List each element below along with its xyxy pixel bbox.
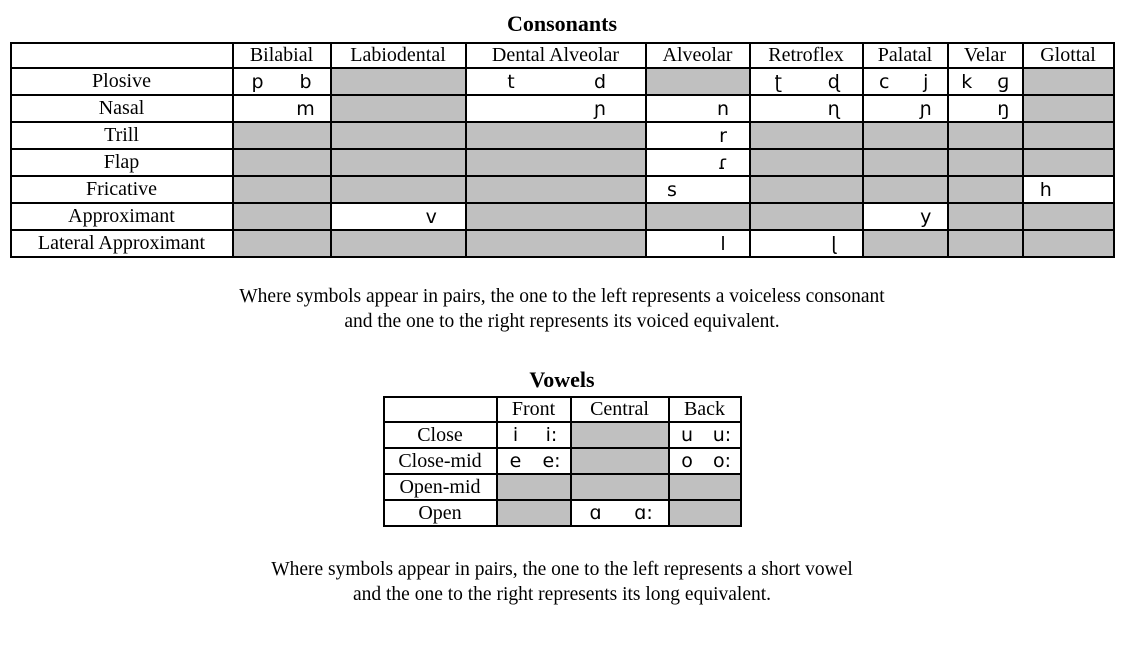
shaded-cell (948, 149, 1023, 176)
table-row (11, 122, 1114, 149)
shaded-cell (466, 176, 646, 203)
symbol-cell (750, 95, 863, 122)
voiced-symbol: b (299, 70, 312, 93)
column-header: Dental Alveolar (466, 43, 646, 68)
note-line: Where symbols appear in pairs, the one to the left represents a short vowel (271, 559, 853, 580)
symbol-cell (233, 95, 331, 122)
symbol-cell (571, 500, 669, 526)
column-header: Retroflex (750, 43, 863, 68)
shaded-cell (571, 422, 669, 448)
voiced-symbol: d (593, 70, 607, 93)
shaded-cell (750, 176, 863, 203)
long-vowel-symbol: e: (542, 450, 561, 472)
symbol-cell (233, 68, 331, 95)
table-row (384, 474, 741, 500)
short-vowel-symbol: ɑ (589, 502, 602, 524)
row-label: Nasal (11, 95, 233, 122)
shaded-cell (466, 122, 646, 149)
shaded-cell (466, 203, 646, 230)
column-header: Alveolar (646, 43, 750, 68)
shaded-cell (669, 474, 741, 500)
symbol-cell (750, 68, 863, 95)
voiceless-symbol: h (1039, 178, 1052, 201)
consonants-title: Consonants (506, 11, 618, 36)
column-header: Central (571, 397, 669, 422)
header-row (11, 43, 1114, 68)
table-row (11, 95, 1114, 122)
column-header: Glottal (1023, 43, 1114, 68)
short-vowel-symbol: o (681, 450, 693, 472)
row-label: Fricative (11, 176, 233, 203)
shaded-cell (331, 176, 466, 203)
table-row (384, 500, 741, 526)
short-vowel-symbol: e (509, 450, 522, 472)
voiced-symbol: ɡ (997, 70, 1010, 93)
row-label: Lateral Approximant (11, 230, 233, 257)
symbol-cell (750, 230, 863, 257)
shaded-cell (571, 448, 669, 474)
voiced-symbol: ɭ (831, 232, 837, 255)
shaded-cell (233, 176, 331, 203)
corner-cell (11, 43, 233, 68)
shaded-cell (750, 203, 863, 230)
voiceless-symbol: p (251, 70, 264, 93)
voiceless-symbol: ʈ (774, 70, 782, 93)
shaded-cell (863, 122, 948, 149)
shaded-cell (948, 203, 1023, 230)
table-row (384, 422, 741, 448)
short-vowel-symbol: i (512, 424, 519, 446)
voiced-symbol: v (425, 205, 437, 228)
row-label: Plosive (11, 68, 233, 95)
voiced-symbol: ɲ (919, 97, 932, 120)
shaded-cell (863, 230, 948, 257)
voiced-symbol: ŋ (997, 97, 1010, 120)
voiced-symbol: r (719, 124, 727, 147)
column-header: Bilabial (233, 43, 331, 68)
symbol-cell (669, 422, 741, 448)
row-label: Close-mid (384, 448, 497, 474)
table-row (11, 149, 1114, 176)
column-header: Labiodental (331, 43, 466, 68)
shaded-cell (669, 500, 741, 526)
shaded-cell (863, 149, 948, 176)
shaded-cell (331, 230, 466, 257)
row-label: Trill (11, 122, 233, 149)
voiceless-symbol: k (961, 70, 973, 93)
shaded-cell (1023, 203, 1114, 230)
symbol-cell (669, 448, 741, 474)
row-label: Open-mid (384, 474, 497, 500)
long-vowel-symbol: u: (712, 424, 732, 446)
short-vowel-symbol: u (680, 424, 694, 446)
voiced-symbol: y (920, 205, 932, 228)
column-header: Velar (948, 43, 1023, 68)
symbol-cell (646, 149, 750, 176)
row-label: Approximant (11, 203, 233, 230)
symbol-cell (646, 230, 750, 257)
shaded-cell (1023, 95, 1114, 122)
shaded-cell (948, 176, 1023, 203)
vowels-note (0, 557, 1124, 607)
symbol-cell (863, 95, 948, 122)
long-vowel-symbol: i: (545, 424, 558, 446)
voiced-symbol: ɾ (717, 151, 729, 174)
voiced-symbol: m (296, 97, 315, 120)
voiceless-symbol: s (667, 178, 677, 201)
shaded-cell (233, 149, 331, 176)
shaded-cell (233, 230, 331, 257)
long-vowel-symbol: o: (712, 450, 732, 472)
shaded-cell (948, 122, 1023, 149)
column-header: Back (669, 397, 741, 422)
header-row (384, 397, 741, 422)
shaded-cell (1023, 122, 1114, 149)
shaded-cell (233, 122, 331, 149)
vowels-title: Vowels (529, 367, 595, 392)
shaded-cell (233, 203, 331, 230)
symbol-cell (948, 68, 1023, 95)
voiced-symbol: j (923, 70, 929, 93)
voiced-symbol: n (716, 97, 730, 120)
symbol-cell (497, 422, 571, 448)
long-vowel-symbol: ɑ: (634, 502, 653, 524)
symbol-cell (646, 95, 750, 122)
shaded-cell (750, 149, 863, 176)
shaded-cell (1023, 149, 1114, 176)
shaded-cell (571, 474, 669, 500)
note-line: and the one to the right represents its long equivalent. (352, 584, 772, 605)
symbol-cell (646, 176, 750, 203)
row-label: Close (384, 422, 497, 448)
table-row (11, 230, 1114, 257)
column-header: Palatal (863, 43, 948, 68)
voiceless-symbol: c (879, 70, 890, 93)
table-row (384, 448, 741, 474)
corner-cell (384, 397, 497, 422)
table-row (11, 176, 1114, 203)
shaded-cell (863, 176, 948, 203)
shaded-cell (331, 122, 466, 149)
shaded-cell (466, 149, 646, 176)
symbol-cell (331, 203, 466, 230)
symbol-cell (863, 68, 948, 95)
vowels-table (383, 396, 742, 527)
shaded-cell (750, 122, 863, 149)
symbol-cell (466, 95, 646, 122)
shaded-cell (331, 149, 466, 176)
note-line: and the one to the right represents its voiced equivalent. (344, 311, 780, 332)
shaded-cell (331, 68, 466, 95)
shaded-cell (497, 474, 571, 500)
note-line: Where symbols appear in pairs, the one to the left represents a voiceless consonant (239, 286, 885, 307)
symbol-cell (466, 68, 646, 95)
symbol-cell (1023, 176, 1114, 203)
voiced-symbol: ɳ (827, 97, 840, 120)
shaded-cell (466, 230, 646, 257)
symbol-cell (646, 122, 750, 149)
symbol-cell (497, 448, 571, 474)
shaded-cell (1023, 230, 1114, 257)
table-row (11, 203, 1114, 230)
shaded-cell (1023, 68, 1114, 95)
column-header: Front (497, 397, 571, 422)
consonants-table (10, 42, 1115, 258)
row-label: Flap (11, 149, 233, 176)
shaded-cell (646, 203, 750, 230)
table-row (11, 68, 1114, 95)
voiceless-symbol: t (507, 70, 515, 93)
shaded-cell (497, 500, 571, 526)
shaded-cell (646, 68, 750, 95)
row-label: Open (384, 500, 497, 526)
voiced-symbol: l (720, 232, 726, 255)
voiced-symbol: ɖ (827, 70, 840, 93)
shaded-cell (331, 95, 466, 122)
shaded-cell (948, 230, 1023, 257)
consonants-note (0, 284, 1124, 334)
voiced-symbol: ɲ (593, 97, 607, 120)
symbol-cell (948, 95, 1023, 122)
symbol-cell (863, 203, 948, 230)
